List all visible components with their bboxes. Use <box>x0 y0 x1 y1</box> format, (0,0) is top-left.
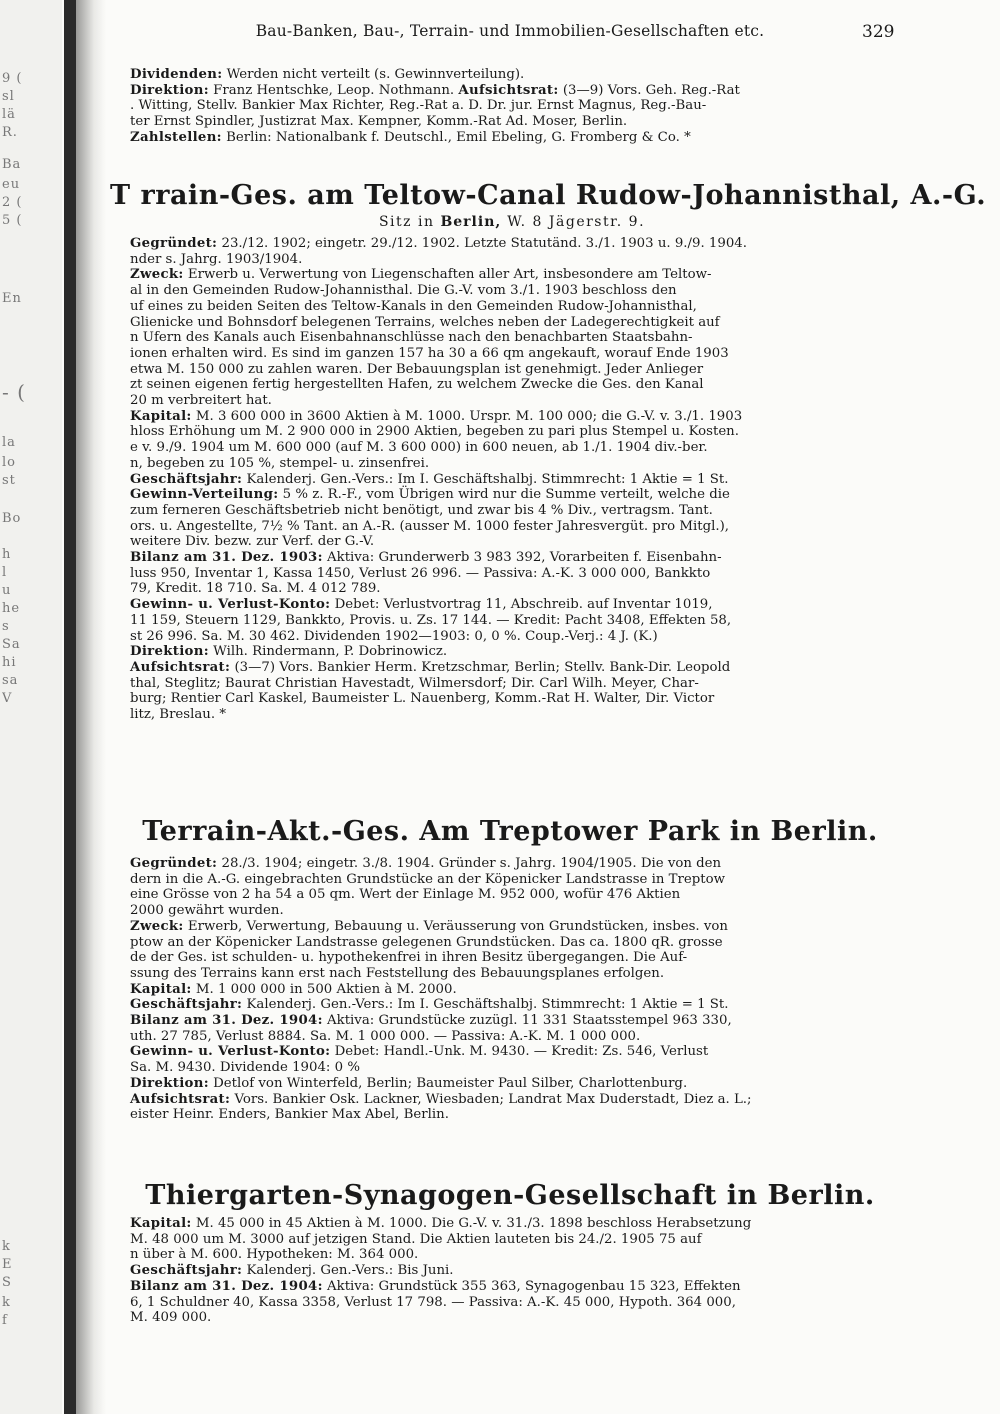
section-body <box>130 1216 894 1326</box>
entry-text: 28./3. 1904; eingetr. 3./8. 1904. Gründer s. Jahrg. 1904/1905. Die von den dern in die A.-G. eingebrachten Grundstücke an der Köpenicker Landstrasse in Treptow eine Grösse von 2 ha 54 a 05 qm. Wert der Einlage M. 952 000, wofür 476 Aktien 2000 gewährt wurden. <box>130 856 726 919</box>
entry-label: Geschäftsjahr: <box>130 997 243 1013</box>
margin-bleed-text: 2 ( <box>2 196 23 210</box>
margin-bleed-text: st <box>2 474 16 488</box>
entry-label: Zweck: <box>130 267 184 283</box>
company-title: Terrain-Akt.-Ges. Am Treptower Park in Berlin. <box>142 816 878 847</box>
margin-bleed-text: V <box>2 692 13 706</box>
entry-label: Dividenden: <box>130 67 223 82</box>
entry-label: Aufsichtsrat: <box>130 659 231 675</box>
entry-label: Gegründet: <box>130 236 218 251</box>
entry-text: Kalenderj. Gen.-Vers.: Bis Juni. <box>246 1263 454 1279</box>
entry-text: Kalenderj. Gen.-Vers.: Im I. Geschäftshalbj. Stimmrecht: 1 Aktie = 1 St. <box>246 997 729 1013</box>
entry-text: Franz Hentschke, Leop. Nothmann. <box>213 82 455 98</box>
margin-bleed-text: Ba <box>2 158 22 172</box>
entry-text: Aktiva: Grunderwerb 3 983 392, Vorarbeiten f. Eisenbahn- luss 950, Inventar 1, Kassa 1450, Verlust 26 996. — Passiva: A.-K. 3 000 000, Bankkto 79, Kredit. 18 710. Sa. M. 4 012 789. <box>130 550 722 597</box>
entry-label: Kapital: <box>130 1216 192 1231</box>
entry-label: Gewinn- u. Verlust-Konto: <box>130 597 331 613</box>
entry-label: Direktion: <box>130 82 209 98</box>
margin-bleed-text: 9 ( <box>2 72 23 86</box>
entry-label: Bilanz am 31. Dez. 1903: <box>130 550 323 566</box>
margin-bleed-text: 5 ( <box>2 214 23 228</box>
entry-text: (3—9) Vors. Geh. Reg.-Rat . Witting, Stellv. Bankier Max Richter, Reg.-Rat a. D. Dr. jur. Ernst Magnus, Reg.-Bau- ter Ernst Spindler, Justizrat Max. Kempner, Komm.-Rat Ad. Moser, Berlin. <box>130 82 740 130</box>
entry-text: M. 3 600 000 in 3600 Aktien à M. 1000. Urspr. M. 100 000; die G.-V. v. 3./1. 1903 hloss Erhöhung um M. 2 900 000 in 2900 Aktien, begeben zu pari plus Stempel u. Kosten. e v. 9./9. 1904 um M. 600 000 (auf M. 3 600 000) in 600 neuen, ab 1./1. 1904 div.-ber. n, begeben zu 105 %, stempel- u. zinsenfrei. <box>130 408 743 471</box>
entry-text: Erwerb u. Verwertung von Liegenschaften aller Art, insbesondere am Teltow- al in den Gemeinden Rudow-Johannisthal. Die G.-V. vom 3./1. 1903 beschloss den uf eines zu beiden Seiten des Teltow-Kanals in den Gemeinden Rudow-Johannisthal, Glienicke und Bohnsdorf belegenen Terrains, welches neben der Ladegerechtigkeit auf n Ufern des Kanals auch Eisenbahnanschlüsse nach den benachbarten Staatsbahn- ionen erhalten wird. Es sind im ganzen 157 ha 30 a 66 qm angekauft, worauf Ende 1903 etwa M. 150 000 zu zahlen waren. Der Bebauungsplan ist genehmigt. Jeder Anlieger zt seinen eigenen fertig hergestellten Hafen, zu welchem Zwecke die Ges. den Kanal 20 m verbreitert hat. <box>130 267 729 409</box>
entry-label: Aufsichtsrat: <box>130 1091 231 1107</box>
entry-text: Debet: Verlustvortrag 11, Abschreib. auf Inventar 1019, 11 159, Steuern 1129, Bankkto, Provis. u. Zs. 17 144. — Kredit: Pacht 3408, Effekten 58, st 26 996. Sa. M. 30 462. Dividenden 1902—1903: 0, 0 %. Coup.-Verj.: 4 J. (K.) <box>130 597 732 644</box>
entry-label: Bilanz am 31. Dez. 1904: <box>130 1013 323 1029</box>
margin-bleed-text: k <box>2 1296 11 1310</box>
entry-text: Berlin: Nationalbank f. Deutschl., Emil Ebeling, G. Fromberg & Co. * <box>226 129 691 145</box>
margin-bleed-text: la <box>2 436 16 450</box>
binding-gradient <box>76 0 106 1414</box>
entry-label: Aufsichtsrat: <box>458 82 559 98</box>
section-body <box>130 856 894 1123</box>
entry-text: Aktiva: Grundstück 355 363, Synagogenbau 15 323, Effekten 6, 1 Schuldner 40, Kassa 3358, Verlust 17 798. — Passiva: A.-K. 45 000, Hypoth. 364 000, M. 409 000. <box>130 1278 741 1326</box>
margin-bleed-text: h <box>2 548 12 562</box>
margin-bleed-text: - ( <box>2 382 26 403</box>
previous-page-edge <box>0 0 62 1414</box>
entry-text: 23./12. 1902; eingetr. 29./12. 1902. Letzte Statutänd. 3./1. 1903 u. 9./9. 1904. nder s. Jahrg. 1903/1904. <box>130 236 747 267</box>
margin-bleed-text: s <box>2 620 10 634</box>
entry-text: M. 1 000 000 in 500 Aktien à M. 2000. <box>195 981 457 997</box>
margin-bleed-text: lä <box>2 108 16 122</box>
entry-label: Zahlstellen: <box>130 129 222 145</box>
binding-shadow <box>64 0 76 1414</box>
entry-text: Wilh. Rindermann, P. Dobrinowicz. <box>213 644 448 660</box>
margin-bleed-text: sl <box>2 90 15 104</box>
seat-city: Berlin, <box>440 214 502 230</box>
company-title: T rrain-Ges. am Teltow-Canal Rudow-Johannisthal, A.-G. <box>110 180 987 211</box>
entry-label: Geschäftsjahr: <box>130 1263 243 1279</box>
entry-text: M. 45 000 in 45 Aktien à M. 1000. Die G.-V. v. 31./3. 1898 beschloss Herabsetzung M. 48 000 um M. 3000 auf jetzigen Stand. Die Aktien lauteten bis 24./2. 1905 75 auf n über à M. 600. Hypotheken: M. 364 000. <box>130 1216 752 1263</box>
entry-text: Aktiva: Grundstücke zuzügl. 11 331 Staatsstempel 963 330, uth. 27 785, Verlust 8884. Sa. M. 1 000 000. — Passiva: A.-K. M. 1 000 000. <box>130 1013 732 1044</box>
margin-bleed-text: Bo <box>2 512 22 526</box>
page-number: 329 <box>862 22 895 42</box>
entry-label: Direktion: <box>130 644 209 660</box>
entry-text: Erwerb, Verwertung, Bebauung u. Veräusserung von Grundstücken, insbes. von ptow an der Köpenicker Landstrasse gelegenen Grundstücken. Das ca. 1800 qR. grosse de der Ges. ist schulden- u. hypothekenfrei in ihren Besitz übergegangen. Die Auf- ssung des Terrains kann erst nach Feststellung des Bebauungsplanes erfolgen. <box>130 918 728 981</box>
entry-label: Kapital: <box>130 981 192 997</box>
margin-bleed-text: he <box>2 602 21 616</box>
seat-prefix: Sitz in <box>378 214 435 230</box>
entry-label: Direktion: <box>130 1075 209 1091</box>
margin-bleed-text: Sa <box>2 638 21 652</box>
margin-bleed-text: sa <box>2 674 19 688</box>
margin-bleed-text: eu <box>2 178 21 192</box>
entry-label: Kapital: <box>130 408 192 424</box>
entry-label: Gewinn- u. Verlust-Konto: <box>130 1044 331 1060</box>
seat-address: W. 8 Jägerstr. 9. <box>507 214 646 230</box>
entry-text: Kalenderj. Gen.-Vers.: Im I. Geschäftshalbj. Stimmrecht: 1 Aktie = 1 St. <box>246 471 729 487</box>
entry-label: Zweck: <box>130 918 184 934</box>
margin-bleed-text: l <box>2 566 8 580</box>
entry-text: (3—7) Vors. Bankier Herm. Kretzschmar, Berlin; Stellv. Bank-Dir. Leopold thal, Steglitz; Baurat Christian Havestadt, Wilmersdorf; Dir. Carl Wilh. Meyer, Char- burg; Rentier Carl Kaskel, Baumeister L. Nauenberg, Komm.-Rat H. Walter, Dir. Victor litz, Breslau. * <box>130 659 731 723</box>
margin-bleed-text: k <box>2 1240 11 1254</box>
margin-bleed-text: hi <box>2 656 17 670</box>
margin-bleed-text: R. <box>2 126 18 140</box>
entry-label: Gewinn-Verteilung: <box>130 487 279 503</box>
entry-text: Debet: Handl.-Unk. M. 9430. — Kredit: Zs. 546, Verlust Sa. M. 9430. Dividende 1904: 0 % <box>130 1044 709 1076</box>
margin-bleed-text: f <box>2 1314 8 1328</box>
margin-bleed-text: lo <box>2 456 16 470</box>
entry-text: 5 % z. R.-F., vom Übrigen wird nur die Summe verteilt, welche die zum ferneren Geschäftsbetrieb nicht benötigt, und zwar bis 4 % Div., vertragsm. Tant. ors. u. Angestellte, 7½ % Tant. an A.-R. (ausser M. 1000 fester Jahresvergüt. pro Mitgl.), weitere Div. bezw. zur Verf. der G.-V. <box>130 487 730 550</box>
entry-text: Vors. Bankier Osk. Lackner, Wiesbaden; Landrat Max Duderstadt, Diez a. L.; eister Heinr. Enders, Bankier Max Abel, Berlin. <box>130 1091 752 1123</box>
entry-label: Bilanz am 31. Dez. 1904: <box>130 1278 323 1294</box>
margin-bleed-text: En <box>2 292 22 306</box>
top-section <box>130 67 894 146</box>
section-body <box>130 236 894 723</box>
entry-label: Gegründet: <box>130 856 218 871</box>
entry-label: Geschäftsjahr: <box>130 471 243 487</box>
margin-bleed-text: u <box>2 584 12 598</box>
entry-text: Detlof von Winterfeld, Berlin; Baumeister Paul Silber, Charlottenburg. <box>213 1075 688 1091</box>
company-seat <box>130 214 894 230</box>
margin-bleed-text: E <box>2 1258 13 1272</box>
margin-bleed-text: S <box>2 1276 12 1290</box>
entry-text: Werden nicht verteilt (s. Gewinnverteilung). <box>226 67 525 82</box>
running-header: Bau-Banken, Bau-, Terrain- und Immobilien-Gesellschaften etc. <box>255 22 765 40</box>
company-title: Thiergarten-Synagogen-Gesellschaft in Berlin. <box>145 1180 875 1211</box>
